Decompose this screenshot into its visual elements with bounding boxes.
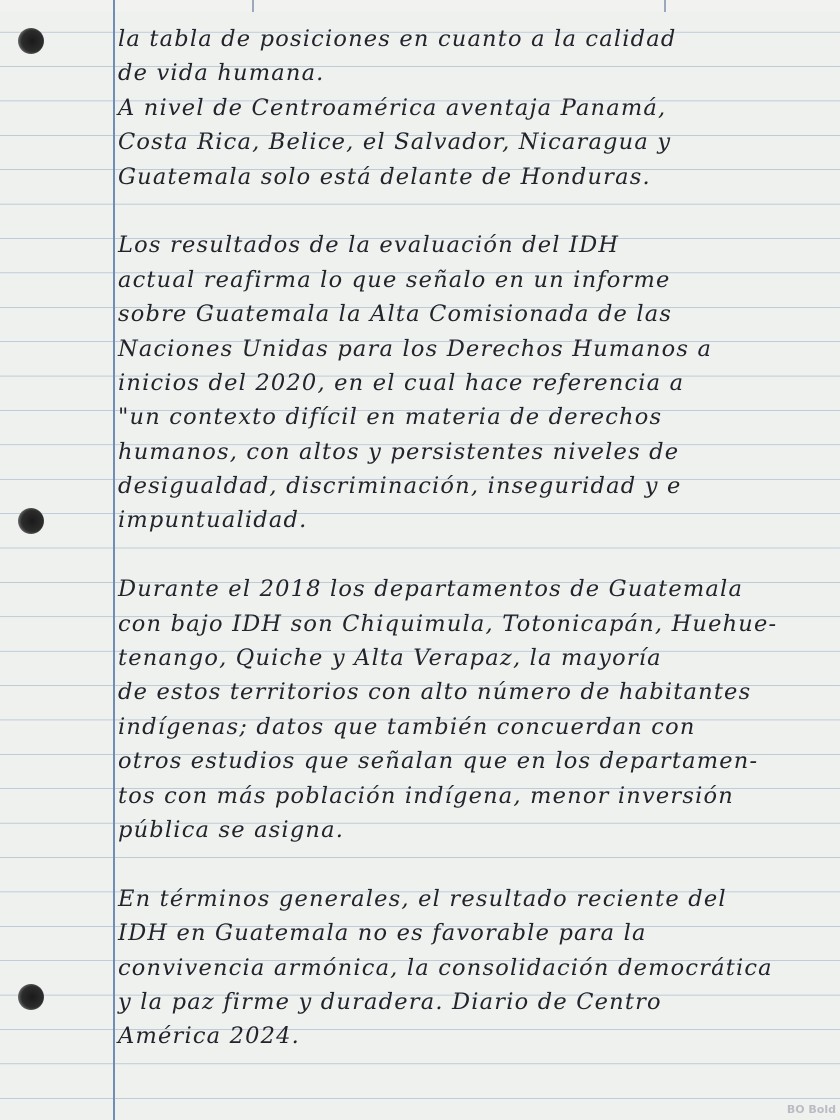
blank-line bbox=[118, 194, 818, 228]
page-top-strip bbox=[0, 0, 840, 12]
text-line: convivencia armónica, la consolidación democrática bbox=[118, 954, 773, 981]
text-line: sobre Guatemala la Alta Comisionada de las bbox=[118, 301, 673, 328]
binder-hole bbox=[18, 984, 44, 1010]
text-line: desigualdad, discriminación, inseguridad y e bbox=[118, 473, 682, 500]
handwritten-text bbox=[118, 22, 818, 1054]
margin-line bbox=[113, 0, 115, 1120]
text-line: pública se asigna. bbox=[118, 816, 345, 843]
text-line: A nivel de Centroamérica aventaja Panamá, bbox=[118, 94, 667, 121]
top-divider-tick bbox=[252, 0, 254, 12]
text-line: IDH en Guatemala no es favorable para la bbox=[118, 920, 647, 947]
text-line: Costa Rica, Belice, el Salvador, Nicaragua y bbox=[118, 129, 672, 156]
text-line: tos con más población indígena, menor inversión bbox=[118, 782, 734, 809]
text-line: Durante el 2018 los departamentos de Guatemala bbox=[118, 576, 744, 603]
text-line: con bajo IDH son Chiquimula, Totonicapán, Huehue- bbox=[118, 610, 778, 637]
text-line: Naciones Unidas para los Derechos Humanos a bbox=[118, 335, 713, 362]
text-line: Los resultados de la evaluación del IDH bbox=[118, 232, 620, 259]
text-line: En términos generales, el resultado reciente del bbox=[118, 885, 727, 912]
text-line: impuntualidad. bbox=[118, 507, 308, 534]
binder-hole bbox=[18, 28, 44, 54]
text-line: humanos, con altos y persistentes niveles de bbox=[118, 438, 680, 465]
text-line: inicios del 2020, en el cual hace referencia a bbox=[118, 369, 685, 396]
text-line: indígenas; datos que también concuerdan con bbox=[118, 713, 696, 740]
app-watermark: BO Bold bbox=[786, 1103, 836, 1116]
text-line: "un contexto difícil en materia de derechos bbox=[118, 404, 663, 431]
text-line: otros estudios que señalan que en los departamen- bbox=[118, 748, 759, 775]
text-line: tenango, Quiche y Alta Verapaz, la mayoría bbox=[118, 645, 662, 672]
text-line: la tabla de posiciones en cuanto a la calidad bbox=[118, 26, 677, 52]
text-line: de estos territorios con alto número de habitantes bbox=[118, 679, 752, 706]
binder-hole bbox=[18, 508, 44, 534]
text-line: actual reafirma lo que señalo en un informe bbox=[118, 266, 671, 293]
text-line: de vida humana. bbox=[118, 60, 325, 87]
text-line: Guatemala solo está delante de Honduras. bbox=[118, 163, 651, 190]
text-line: América 2024. bbox=[118, 1023, 301, 1050]
blank-line bbox=[118, 847, 818, 881]
text-line: y la paz firme y duradera. Diario de Centro bbox=[118, 988, 662, 1015]
top-divider-tick bbox=[664, 0, 666, 12]
blank-line bbox=[118, 538, 818, 572]
